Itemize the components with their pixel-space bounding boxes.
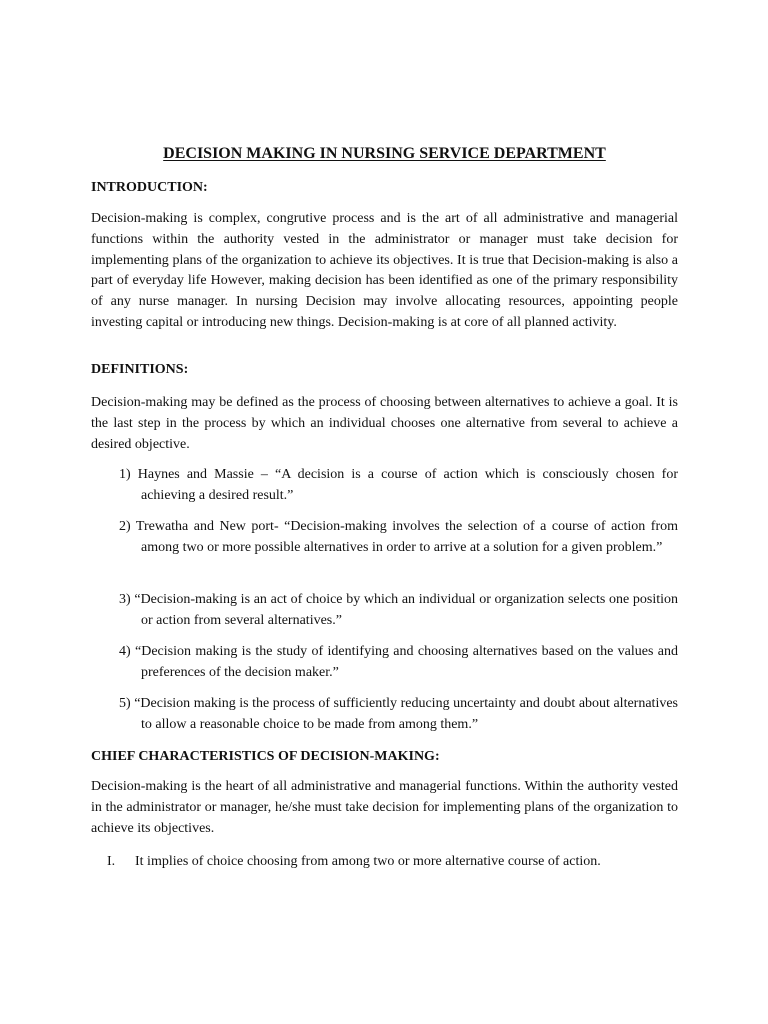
document-title: DECISION MAKING IN NURSING SERVICE DEPARTMENT <box>163 145 606 162</box>
definition-item: 2) Trewatha and New port- “Decision-making involves the selection of a course of action from among two or more possible alternatives in order to arrive at a solution for a given problem.” <box>119 519 678 555</box>
definition-item: 3) “Decision-making is an act of choice by which an individual or organization selects one position or action from several alternatives.” <box>119 592 678 628</box>
definition-item: 5) “Decision making is the process of sufficiently reducing uncertainty and doubt about alternatives to allow a reasonable choice to be made from among them.” <box>119 696 678 732</box>
definition-item: 4) “Decision making is the study of identifying and choosing alternatives based on the values and preferences of the decision maker.” <box>119 644 678 680</box>
introduction-heading: INTRODUCTION: <box>91 180 208 195</box>
characteristics-paragraph: Decision-making is the heart of all administrative and managerial functions. Within the authority vested in the administrator or manager, he/she must take decision for implementing plans of the organization to achieve its objectives. <box>91 779 678 836</box>
definitions-heading: DEFINITIONS: <box>91 362 189 377</box>
introduction-paragraph: Decision-making is complex, congrutive process and is the art of all administrative and managerial functions within the authority vested in the administrator or manager must take decision for implementing plans of the organization to achieve its objectives. It is true that Decision-making is also a part of everyday life However, making decision has been identified as one of the primary responsibility of any nurse manager. In nursing Decision may involve allocating resources, appointing people investing capital or introducing new things. Decision-making is at core of all planned activity. <box>91 211 678 330</box>
definition-item: 1) Haynes and Massie – “A decision is a course of action which is consciously chosen for achieving a desired result.” <box>119 467 678 503</box>
characteristic-item <box>107 853 601 871</box>
definitions-paragraph: Decision-making may be defined as the process of choosing between alternatives to achieve a goal. It is the last step in the process by which an individual chooses one alternative from several to achieve a desired objective. <box>91 395 678 452</box>
characteristic-text: It implies of choice choosing from among two or more alternative course of action. <box>135 854 601 869</box>
characteristic-numeral: I. <box>107 854 116 869</box>
characteristics-heading: CHIEF CHARACTERISTICS OF DECISION-MAKING: <box>91 749 440 764</box>
